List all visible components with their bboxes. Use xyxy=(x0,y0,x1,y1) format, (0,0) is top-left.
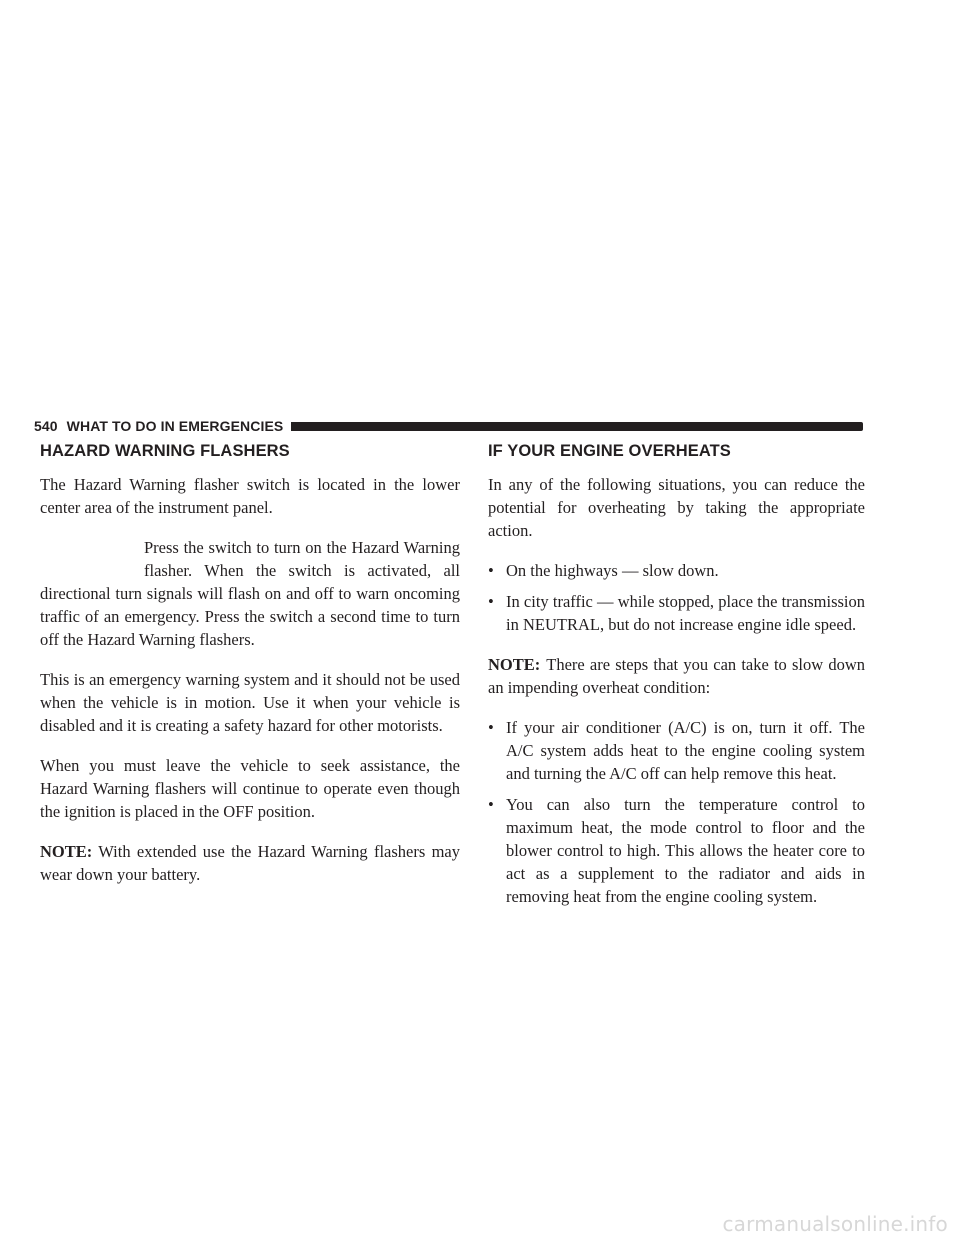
overheat-note xyxy=(488,653,865,699)
list-item: • On the highways — slow down. xyxy=(488,559,865,582)
watermark: carmanualsonline.info xyxy=(722,1212,948,1236)
note-text: With extended use the Hazard Warning flashers may wear down your battery. xyxy=(40,842,460,884)
overheat-heading: IF YOUR ENGINE OVERHEATS xyxy=(488,442,731,460)
header-rule xyxy=(291,422,863,431)
page-header xyxy=(34,417,863,435)
overheat-actions-list xyxy=(488,559,865,636)
hazard-note xyxy=(40,840,460,886)
left-column xyxy=(40,440,460,903)
note-label: NOTE: xyxy=(488,655,541,674)
hazard-icon-space xyxy=(40,536,144,580)
overheat-steps-list xyxy=(488,716,865,908)
hazard-paragraph-1: The Hazard Warning flasher switch is located in the lower center area of the instrument panel. xyxy=(40,475,460,517)
hazard-paragraph-4: When you must leave the vehicle to seek assistance, the Hazard Warning flashers will continue to operate even though the ignition is placed in the OFF position. xyxy=(40,756,460,821)
section-title: WHAT TO DO IN EMERGENCIES xyxy=(66,418,284,434)
hazard-heading: HAZARD WARNING FLASHERS xyxy=(40,442,290,460)
hazard-paragraph-3: This is an emergency warning system and it should not be used when the vehicle is in motion. Use it when your vehicle is disabled and it is creating a safety hazard for other motorists. xyxy=(40,670,460,735)
hazard-switch-block xyxy=(40,536,460,651)
hazard-paragraph-2: Press the switch to turn on the Hazard Warning flasher. When the switch is activated, all directional turn signals will flash on and off to warn oncoming traffic of an emergency. Press the switch a second time to turn off the Hazard Warning flashers. xyxy=(40,538,460,649)
list-item: • You can also turn the temperature control to maximum heat, the mode control to floor and the blower control to high. This allows the heater core to act as a supplement to the radiator and aids in removing heat from the engine cooling system. xyxy=(488,793,865,908)
note-label: NOTE: xyxy=(40,842,93,861)
note-text: There are steps that you can take to slow down an impending overheat condition: xyxy=(488,655,865,697)
list-item: • In city traffic — while stopped, place the transmission in NEUTRAL, but do not increase engine idle speed. xyxy=(488,590,865,636)
overheat-intro: In any of the following situations, you can reduce the potential for overheating by taking the appropriate action. xyxy=(488,475,865,540)
page-number: 540 xyxy=(34,418,58,434)
right-column xyxy=(488,440,865,925)
list-item: • If your air conditioner (A/C) is on, turn it off. The A/C system adds heat to the engine cooling system and turning the A/C off can help remove this heat. xyxy=(488,716,865,785)
